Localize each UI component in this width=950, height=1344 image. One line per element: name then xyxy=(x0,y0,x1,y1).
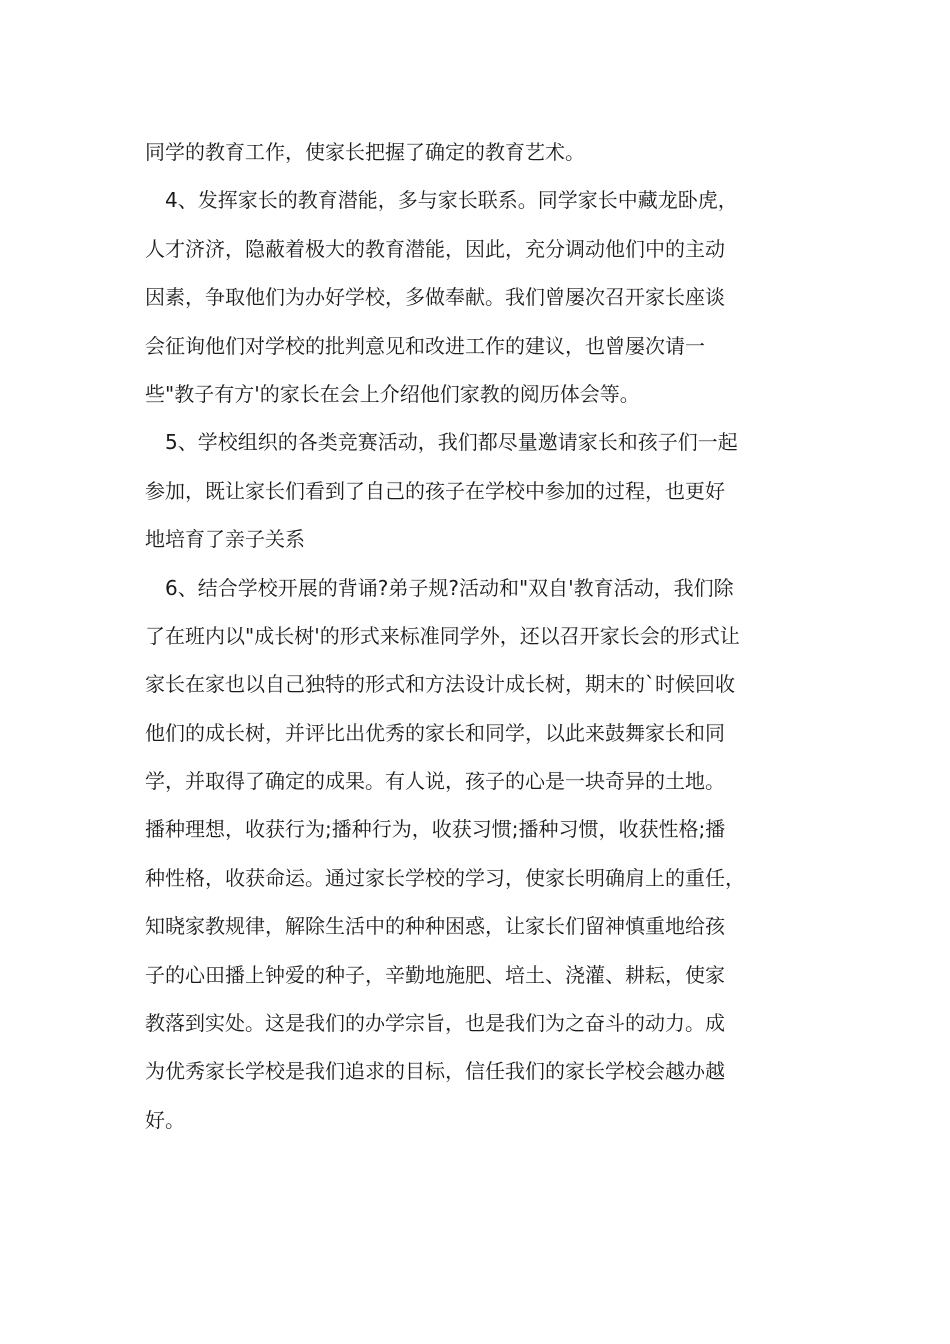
text-line: 会征询他们对学校的批判意见和改进工作的建议，也曾屡次请一 xyxy=(145,333,705,358)
text-line: 因素，争取他们为办好学校，多做奉献。我们曾屡次召开家长座谈 xyxy=(145,285,725,310)
document-body xyxy=(145,128,825,1144)
text-line: 子的心田播上钟爱的种子，辛勤地施肥、培土、浇灌、耕耘，使家 xyxy=(145,962,725,987)
text-line: 了在班内以"成长树'的形式来标准同学外，还以召开家长会的形式让 xyxy=(145,623,740,648)
text-line: 人才济济，隐蔽着极大的教育潜能，因此，充分调动他们中的主动 xyxy=(145,236,725,261)
text-line: 学，并取得了确定的成果。有人说，孩子的心是一块奇异的土地。 xyxy=(145,769,725,794)
text-line: 教落到实处。这是我们的办学宗旨，也是我们为之奋斗的动力。成 xyxy=(145,1011,725,1036)
text-line: 6、结合学校开展的背诵?弟子规?活动和"双自'教育活动，我们除 xyxy=(165,575,734,600)
text-line: 4、发挥家长的教育潜能，多与家长联系。同学家长中藏龙卧虎， xyxy=(165,188,738,213)
text-line: 5、学校组织的各类竞赛活动，我们都尽量邀请家长和孩子们一起 xyxy=(165,430,738,455)
text-line: 知晓家教规律，解除生活中的种种困惑，让家长们留神慎重地给孩 xyxy=(145,914,725,939)
text-line: 同学的教育工作，使家长把握了确定的教育艺术。 xyxy=(145,140,585,164)
text-line: 好。 xyxy=(145,1107,185,1132)
text-line: 家长在家也以自己独特的形式和方法设计成长树，期末的`时候回收 xyxy=(145,672,735,697)
text-line: 参加，既让家长们看到了自己的孩子在学校中参加的过程，也更好 xyxy=(145,478,725,503)
text-line: 他们的成长树，并评比出优秀的家长和同学，以此来鼓舞家长和同 xyxy=(145,720,725,745)
text-line: 播种理想，收获行为;播种行为，收获习惯;播种习惯，收获性格;播 xyxy=(145,817,726,842)
text-line: 种性格，收获命运。通过家长学校的学习，使家长明确肩上的重任， xyxy=(145,865,745,890)
text-line: 为优秀家长学校是我们追求的目标，信任我们的家长学校会越办越 xyxy=(145,1059,725,1084)
text-line: 地培育了亲子关系 xyxy=(145,527,305,552)
text-line: 些"教子有方'的家长在会上介绍他们家教的阅历体会等。 xyxy=(145,381,640,406)
